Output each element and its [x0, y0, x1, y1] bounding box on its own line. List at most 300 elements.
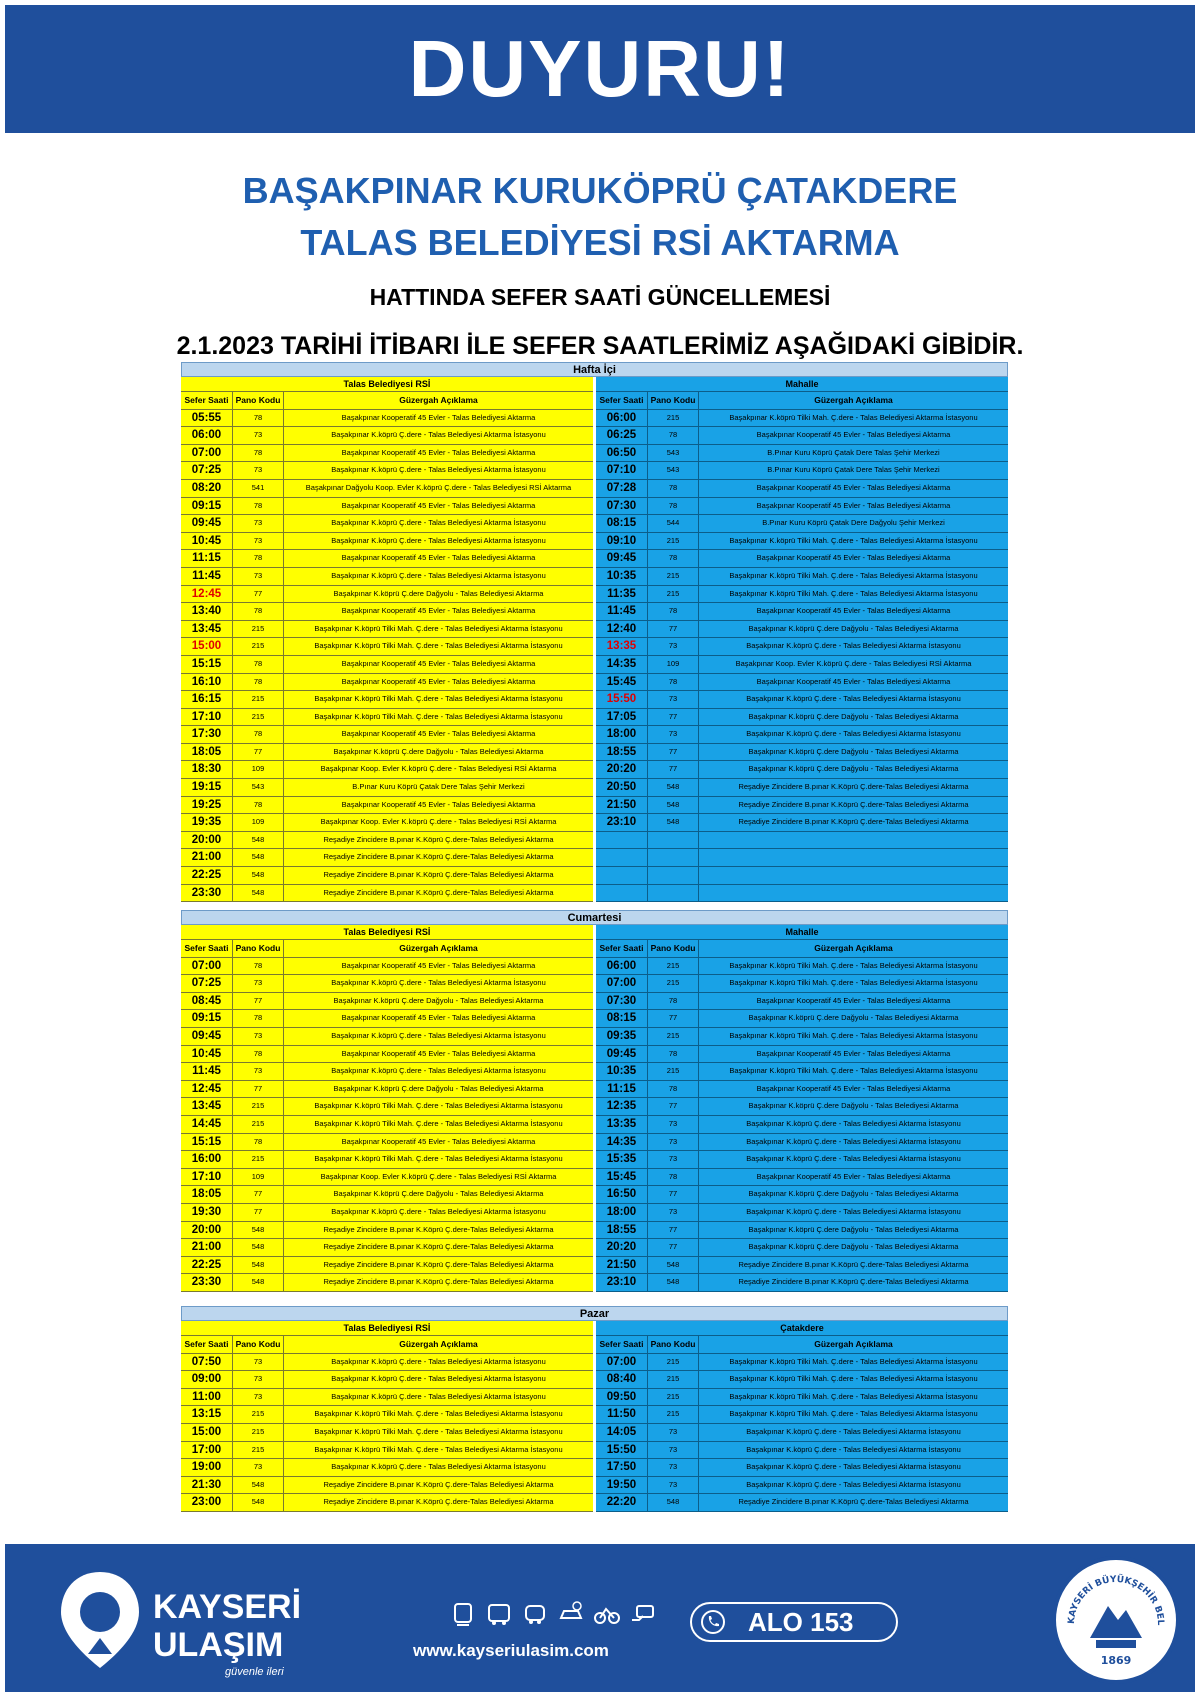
departure-time: 07:00: [181, 445, 233, 462]
table-row: [181, 761, 593, 779]
route-code: 73: [233, 533, 284, 550]
route-description: Başakpınar K.köprü Ç.dere - Talas Belediyesi Aktarma İstasyonu: [746, 1206, 961, 1216]
table-row: [596, 550, 1008, 568]
table-row: [596, 814, 1008, 832]
route-code: 78: [233, 958, 284, 975]
departure-time: 18:00: [596, 726, 648, 743]
table-row: [181, 586, 593, 604]
route-description: Başakpınar K.köprü Ç.dere - Talas Belediyesi Aktarma İstasyonu: [331, 518, 546, 528]
departure-time: 12:45: [181, 1081, 233, 1098]
departure-time: 17:50: [596, 1459, 648, 1476]
route-description: Başakpınar K.köprü Ç.dere - Talas Belediyesi Aktarma İstasyonu: [331, 535, 546, 545]
route-code: 548: [648, 1494, 699, 1511]
schedule-section: [181, 1306, 1008, 1512]
departure-time: 11:50: [596, 1406, 648, 1423]
table-row: [181, 1459, 593, 1477]
right-origin-title: Çatakdere: [596, 1321, 1008, 1336]
route-code: 215: [648, 1406, 699, 1423]
route-code: 548: [233, 1494, 284, 1511]
route-description: [699, 885, 1008, 902]
route-code: 548: [648, 797, 699, 814]
route-code: 78: [648, 550, 699, 567]
table-row: [596, 1028, 1008, 1046]
departure-time: 09:45: [596, 550, 648, 567]
route-description: Başakpınar K.köprü Tilki Mah. Ç.dere - Talas Belediyesi Aktarma İstasyonu: [729, 535, 978, 545]
route-description: Başakpınar Koop. Evler K.köprü Ç.dere - Talas Belediyesi RSİ Aktarma: [735, 658, 972, 668]
table-row: [596, 691, 1008, 709]
route-code: 73: [648, 1442, 699, 1459]
departure-time: 12:45: [181, 586, 233, 603]
route-column-header: Güzergah Açıklama: [814, 943, 893, 953]
departure-time: 19:00: [181, 1459, 233, 1476]
departure-time: 06:00: [596, 410, 648, 427]
departure-time: 23:30: [181, 1274, 233, 1291]
route-description: Başakpınar K.köprü Tilki Mah. Ç.dere - Talas Belediyesi Aktarma İstasyonu: [314, 1101, 563, 1111]
route-code: 548: [233, 832, 284, 849]
website-url[interactable]: www.kayseriulasim.com: [413, 1641, 609, 1660]
table-row: [181, 1222, 593, 1240]
kayseri-ulasim-logo-icon: [55, 1568, 145, 1672]
route-code: 215: [648, 1063, 699, 1080]
route-description: Başakpınar K.köprü Ç.dere - Talas Belediyesi Aktarma İstasyonu: [331, 570, 546, 580]
departure-time: 07:25: [181, 462, 233, 479]
route-code: 215: [648, 1371, 699, 1388]
route-code: 215: [648, 1028, 699, 1045]
route-description: Başakpınar K.köprü Ç.dere Dağyolu - Talas Belediyesi Aktarma: [748, 1242, 959, 1252]
table-row: [596, 1063, 1008, 1081]
route-description: B.Pınar Kuru Köprü Çatak Dere Talas Şehir Merkezi: [767, 465, 940, 475]
departure-time: 16:00: [181, 1151, 233, 1168]
route-code: 78: [648, 1081, 699, 1098]
hotline-button[interactable]: [690, 1602, 898, 1642]
code-column-header: Pano Kodu: [648, 1336, 699, 1353]
route-code: 73: [648, 1151, 699, 1168]
route-code: 77: [648, 1098, 699, 1115]
table-row: [181, 958, 593, 976]
departure-time: 15:35: [596, 1151, 648, 1168]
route-code: 548: [233, 1222, 284, 1239]
departure-time: 09:45: [181, 1028, 233, 1045]
departure-time: 19:15: [181, 779, 233, 796]
departure-time: 17:30: [181, 726, 233, 743]
route-description: Başakpınar Koop. Evler K.köprü Ç.dere - Talas Belediyesi RSİ Aktarma: [320, 817, 557, 827]
table-row: [596, 462, 1008, 480]
route-description: Başakpınar K.köprü Ç.dere - Talas Belediyesi Aktarma İstasyonu: [331, 978, 546, 988]
route-description: Başakpınar K.köprü Tilki Mah. Ç.dere - Talas Belediyesi Aktarma İstasyonu: [314, 623, 563, 633]
table-row: [181, 975, 593, 993]
route-description: Başakpınar Kooperatif 45 Evler - Talas Belediyesi Aktarma: [756, 500, 951, 510]
table-row: [181, 568, 593, 586]
table-row: [181, 797, 593, 815]
departure-time: 18:55: [596, 744, 648, 761]
departure-time: 18:05: [181, 744, 233, 761]
route-code: [648, 867, 699, 884]
table-row: [181, 638, 593, 656]
departure-time: 11:15: [181, 550, 233, 567]
route-code: 78: [648, 480, 699, 497]
minibus-icon: [521, 1600, 549, 1628]
departure-time: 21:50: [596, 1257, 648, 1274]
table-row: [181, 1494, 593, 1512]
route-description: Başakpınar Kooperatif 45 Evler - Talas Belediyesi Aktarma: [341, 606, 536, 616]
departure-time: 12:40: [596, 621, 648, 638]
route-description: Başakpınar K.köprü Tilki Mah. Ç.dere - Talas Belediyesi Aktarma İstasyonu: [729, 1030, 978, 1040]
route-code: 109: [233, 1169, 284, 1186]
departure-time: 15:45: [596, 674, 648, 691]
table-row: [596, 867, 1008, 885]
departure-time: 10:45: [181, 1046, 233, 1063]
route-description: Reşadiye Zincidere B.pınar K.Köprü Ç.dere-Talas Belediyesi Aktarma: [323, 1497, 554, 1507]
table-row: [596, 1257, 1008, 1275]
route-code: 78: [233, 603, 284, 620]
departure-time: 06:00: [181, 427, 233, 444]
table-row: [596, 1116, 1008, 1134]
table-row: [596, 1424, 1008, 1442]
table-row: [181, 1063, 593, 1081]
route-code: 77: [233, 1081, 284, 1098]
route-description: Başakpınar K.köprü Tilki Mah. Ç.dere - Talas Belediyesi Aktarma İstasyonu: [729, 1356, 978, 1366]
table-row: [181, 1204, 593, 1222]
departure-time: 08:15: [596, 1010, 648, 1027]
departure-time: 11:45: [596, 603, 648, 620]
route-code: [648, 885, 699, 902]
table-row: [596, 1098, 1008, 1116]
departure-time: 15:00: [181, 1424, 233, 1441]
table-row: [181, 621, 593, 639]
departure-time: 09:10: [596, 533, 648, 550]
departure-time: 07:30: [596, 993, 648, 1010]
column-header-row: [596, 1336, 1008, 1354]
route-code: 73: [233, 1063, 284, 1080]
route-description: Başakpınar K.köprü Ç.dere Dağyolu - Talas Belediyesi Aktarma: [748, 764, 959, 774]
table-row: [596, 410, 1008, 428]
route-code: 548: [648, 814, 699, 831]
table-row: [596, 1186, 1008, 1204]
table-row: [596, 1354, 1008, 1372]
route-code: 78: [233, 498, 284, 515]
departure-time: 07:10: [596, 462, 648, 479]
route-code: 77: [233, 744, 284, 761]
table-row: [596, 832, 1008, 850]
route-description: Başakpınar K.köprü Ç.dere Dağyolu - Talas Belediyesi Aktarma: [333, 746, 544, 756]
route-code: 78: [233, 726, 284, 743]
route-code: 73: [233, 1389, 284, 1406]
departure-time: 20:00: [181, 1222, 233, 1239]
route-description: Başakpınar Kooperatif 45 Evler - Talas Belediyesi Aktarma: [341, 729, 536, 739]
route-description: Reşadiye Zincidere B.pınar K.Köprü Ç.dere-Talas Belediyesi Aktarma: [738, 817, 969, 827]
table-row: [596, 797, 1008, 815]
brand-line-2: ULAŞIM: [153, 1626, 284, 1664]
route-description: Başakpınar Kooperatif 45 Evler - Talas Belediyesi Aktarma: [341, 960, 536, 970]
column-header-row: [596, 940, 1008, 958]
departure-time: 13:45: [181, 621, 233, 638]
route-description: Başakpınar K.köprü Tilki Mah. Ç.dere - Talas Belediyesi Aktarma İstasyonu: [314, 1118, 563, 1128]
route-code: 215: [648, 410, 699, 427]
route-column-header: Güzergah Açıklama: [399, 943, 478, 953]
table-row: [596, 1389, 1008, 1407]
route-column-header: Güzergah Açıklama: [399, 1339, 478, 1349]
departure-time: 22:25: [181, 867, 233, 884]
departure-time: 13:40: [181, 603, 233, 620]
route-description: Başakpınar K.köprü Tilki Mah. Ç.dere - Talas Belediyesi Aktarma İstasyonu: [314, 711, 563, 721]
route-description: Reşadiye Zincidere B.pınar K.Köprü Ç.dere-Talas Belediyesi Aktarma: [738, 799, 969, 809]
code-column-header: Pano Kodu: [233, 940, 284, 957]
table-row: [181, 691, 593, 709]
table-row: [596, 621, 1008, 639]
route-code: 73: [233, 1354, 284, 1371]
route-code: 73: [233, 568, 284, 585]
departure-time: 18:30: [181, 761, 233, 778]
route-code: 77: [648, 744, 699, 761]
departure-time: 23:30: [181, 885, 233, 902]
route-column-header: Güzergah Açıklama: [814, 1339, 893, 1349]
route-description: Başakpınar K.köprü Ç.dere Dağyolu - Talas Belediyesi Aktarma: [333, 1189, 544, 1199]
departure-time: 16:10: [181, 674, 233, 691]
route-code: 73: [648, 691, 699, 708]
departure-time: 06:25: [596, 427, 648, 444]
table-row: [181, 533, 593, 551]
table-row: [596, 1477, 1008, 1495]
departure-time: 19:35: [181, 814, 233, 831]
left-timetable: [181, 925, 593, 1292]
route-description: Başakpınar K.köprü Ç.dere - Talas Belediyesi Aktarma İstasyonu: [331, 1391, 546, 1401]
route-description: Başakpınar K.köprü Ç.dere - Talas Belediyesi Aktarma İstasyonu: [331, 1374, 546, 1384]
route-description: Reşadiye Zincidere B.pınar K.Köprü Ç.dere-Talas Belediyesi Aktarma: [738, 1497, 969, 1507]
table-row: [596, 1371, 1008, 1389]
route-code: 215: [648, 1354, 699, 1371]
departure-time: 11:00: [181, 1389, 233, 1406]
route-code: 73: [233, 427, 284, 444]
banner-title: DUYURU!: [408, 24, 792, 113]
time-column-header: Sefer Saati: [181, 1336, 233, 1353]
route-description: Başakpınar Kooperatif 45 Evler - Talas Belediyesi Aktarma: [756, 606, 951, 616]
departure-time: 07:00: [181, 958, 233, 975]
route-code: 78: [233, 410, 284, 427]
route-code: 77: [648, 1222, 699, 1239]
table-row: [596, 993, 1008, 1011]
departure-time: 11:45: [181, 568, 233, 585]
right-timetable: [596, 925, 1008, 1292]
route-description: Başakpınar Kooperatif 45 Evler - Talas Belediyesi Aktarma: [756, 430, 951, 440]
route-code: 78: [648, 427, 699, 444]
code-column-header: Pano Kodu: [233, 392, 284, 409]
route-description: Başakpınar K.köprü Tilki Mah. Ç.dere - Talas Belediyesi Aktarma İstasyonu: [729, 960, 978, 970]
seal-text: KAYSERİ BÜYÜKŞEHİR BEL: [1066, 1574, 1166, 1626]
table-row: [596, 533, 1008, 551]
route-code: 73: [648, 1204, 699, 1221]
route-description: Başakpınar K.köprü Tilki Mah. Ç.dere - Talas Belediyesi Aktarma İstasyonu: [314, 694, 563, 704]
table-row: [181, 1442, 593, 1460]
table-row: [181, 867, 593, 885]
table-row: [596, 958, 1008, 976]
route-description: Başakpınar K.köprü Tilki Mah. Ç.dere - Talas Belediyesi Aktarma İstasyonu: [729, 978, 978, 988]
route-description: Başakpınar K.köprü Ç.dere Dağyolu - Talas Belediyesi Aktarma: [748, 746, 959, 756]
route-code: 73: [233, 1371, 284, 1388]
route-code: 543: [648, 462, 699, 479]
route-code: 215: [233, 691, 284, 708]
table-row: [596, 975, 1008, 993]
table-row: [596, 885, 1008, 903]
route-description: B.Pınar Kuru Köprü Çatak Dere Talas Şehir Merkezi: [352, 782, 525, 792]
route-code: 215: [648, 568, 699, 585]
route-description: Reşadiye Zincidere B.pınar K.Köprü Ç.dere-Talas Belediyesi Aktarma: [738, 1259, 969, 1269]
route-code: 73: [648, 1459, 699, 1476]
municipality-seal: [1052, 1556, 1180, 1684]
table-row: [596, 1222, 1008, 1240]
table-row: [181, 480, 593, 498]
departure-time: 07:50: [181, 1354, 233, 1371]
departure-time: 15:00: [181, 638, 233, 655]
table-row: [181, 1371, 593, 1389]
table-row: [181, 1389, 593, 1407]
route-description: Başakpınar K.köprü Tilki Mah. Ç.dere - Talas Belediyesi Aktarma İstasyonu: [729, 1391, 978, 1401]
departure-time: 21:30: [181, 1477, 233, 1494]
route-description: Başakpınar K.köprü Ç.dere - Talas Belediyesi Aktarma İstasyonu: [746, 1426, 961, 1436]
table-row: [181, 1151, 593, 1169]
table-row: [181, 1477, 593, 1495]
route-description: Başakpınar K.köprü Ç.dere - Talas Belediyesi Aktarma İstasyonu: [331, 1462, 546, 1472]
left-origin-title: Talas Belediyesi RSİ: [181, 377, 593, 392]
table-row: [181, 1028, 593, 1046]
route-description: Başakpınar K.köprü Tilki Mah. Ç.dere - Talas Belediyesi Aktarma İstasyonu: [729, 1409, 978, 1419]
schedule-section: [181, 362, 1008, 902]
footer-bar: [5, 1544, 1195, 1692]
table-row: [181, 427, 593, 445]
table-row: [181, 885, 593, 903]
table-row: [596, 1442, 1008, 1460]
route-column-header: Güzergah Açıklama: [399, 395, 478, 405]
departure-time: 10:35: [596, 1063, 648, 1080]
route-code: 78: [233, 1010, 284, 1027]
route-description: Başakpınar K.köprü Tilki Mah. Ç.dere - Talas Belediyesi Aktarma İstasyonu: [729, 570, 978, 580]
departure-time: 19:30: [181, 1204, 233, 1221]
departure-time: 11:35: [596, 586, 648, 603]
route-description: Başakpınar K.köprü Ç.dere Dağyolu - Talas Belediyesi Aktarma: [748, 1013, 959, 1023]
route-code: 78: [648, 603, 699, 620]
table-row: [181, 410, 593, 428]
route-description: Başakpınar K.köprü Tilki Mah. Ç.dere - Talas Belediyesi Aktarma İstasyonu: [729, 412, 978, 422]
route-code: 73: [648, 638, 699, 655]
route-description: Başakpınar K.köprü Ç.dere Dağyolu - Talas Belediyesi Aktarma: [333, 1083, 544, 1093]
table-row: [181, 1081, 593, 1099]
departure-time: 15:50: [596, 691, 648, 708]
route-description: Başakpınar Koop. Evler K.köprü Ç.dere - Talas Belediyesi RSİ Aktarma: [320, 764, 557, 774]
table-row: [181, 1169, 593, 1187]
route-description: Başakpınar K.köprü Tilki Mah. Ç.dere - Talas Belediyesi Aktarma İstasyonu: [314, 1444, 563, 1454]
route-code: 73: [648, 1116, 699, 1133]
route-code: 78: [233, 797, 284, 814]
route-description: Başakpınar K.köprü Ç.dere - Talas Belediyesi Aktarma İstasyonu: [746, 1118, 961, 1128]
departure-time: 21:00: [181, 1239, 233, 1256]
table-row: [596, 744, 1008, 762]
seal-year: 1869: [1100, 1654, 1132, 1667]
route-description: B.Pınar Kuru Köprü Çatak Dere Dağyolu Şehir Merkezi: [762, 518, 945, 528]
route-code: 73: [233, 975, 284, 992]
route-description: Başakpınar K.köprü Ç.dere Dağyolu - Talas Belediyesi Aktarma: [333, 995, 544, 1005]
route-code: 215: [648, 1389, 699, 1406]
route-code: 543: [648, 445, 699, 462]
route-code: 78: [233, 1046, 284, 1063]
right-timetable: [596, 377, 1008, 902]
departure-time: 18:05: [181, 1186, 233, 1203]
route-description: Başakpınar K.köprü Tilki Mah. Ç.dere - Talas Belediyesi Aktarma İstasyonu: [314, 1154, 563, 1164]
route-description: Başakpınar K.köprü Ç.dere - Talas Belediyesi Aktarma İstasyonu: [746, 694, 961, 704]
table-row: [181, 462, 593, 480]
route-code: 215: [233, 1151, 284, 1168]
parking-car-icon: [557, 1600, 585, 1628]
route-description: Reşadiye Zincidere B.pınar K.Köprü Ç.dere-Talas Belediyesi Aktarma: [323, 852, 554, 862]
route-description: Başakpınar K.köprü Ç.dere Dağyolu - Talas Belediyesi Aktarma: [748, 1101, 959, 1111]
route-description: Başakpınar Kooperatif 45 Evler - Talas Belediyesi Aktarma: [756, 482, 951, 492]
departure-time: 08:15: [596, 515, 648, 532]
route-code: 78: [648, 498, 699, 515]
route-code: 78: [233, 656, 284, 673]
departure-time: 07:00: [596, 975, 648, 992]
route-description: Başakpınar K.köprü Ç.dere Dağyolu - Talas Belediyesi Aktarma: [748, 711, 959, 721]
table-row: [596, 638, 1008, 656]
departure-time: 08:40: [596, 1371, 648, 1388]
departure-time: 15:45: [596, 1169, 648, 1186]
departure-time: 20:00: [181, 832, 233, 849]
left-timetable: [181, 1321, 593, 1512]
departure-time: 09:00: [181, 1371, 233, 1388]
section-title: Hafta İçi: [181, 362, 1008, 377]
route-description: Başakpınar K.köprü Ç.dere - Talas Belediyesi Aktarma İstasyonu: [746, 1154, 961, 1164]
departure-time: 08:20: [181, 480, 233, 497]
table-row: [181, 1134, 593, 1152]
time-column-header: Sefer Saati: [181, 940, 233, 957]
departure-time: 09:35: [596, 1028, 648, 1045]
table-row: [596, 709, 1008, 727]
departure-time: 17:10: [181, 709, 233, 726]
route-code: 73: [233, 1459, 284, 1476]
departure-time: 12:35: [596, 1098, 648, 1115]
departure-time: 07:28: [596, 480, 648, 497]
route-code: 77: [648, 1186, 699, 1203]
departure-time: 06:50: [596, 445, 648, 462]
departure-time: 21:00: [181, 849, 233, 866]
departure-time: [596, 885, 648, 902]
route-description: Başakpınar Kooperatif 45 Evler - Talas Belediyesi Aktarma: [756, 1171, 951, 1181]
route-description: [699, 849, 1008, 866]
route-code: 73: [648, 726, 699, 743]
route-code: 215: [648, 975, 699, 992]
departure-time: 13:45: [181, 1098, 233, 1115]
table-row: [181, 849, 593, 867]
departure-time: 06:00: [596, 958, 648, 975]
section-title: Cumartesi: [181, 910, 1008, 925]
table-row: [596, 498, 1008, 516]
departure-time: [596, 849, 648, 866]
departure-time: 17:05: [596, 709, 648, 726]
phone-icon: [700, 1609, 726, 1635]
route-description: Başakpınar Kooperatif 45 Evler - Talas Belediyesi Aktarma: [756, 553, 951, 563]
route-description: Başakpınar K.köprü Ç.dere Dağyolu - Talas Belediyesi Aktarma: [333, 588, 544, 598]
column-header-row: [181, 1336, 593, 1354]
route-code: 109: [233, 814, 284, 831]
table-row: [596, 1134, 1008, 1152]
departure-time: 17:00: [181, 1442, 233, 1459]
table-row: [596, 445, 1008, 463]
table-row: [181, 1406, 593, 1424]
table-row: [181, 515, 593, 533]
route-description: Reşadiye Zincidere B.pınar K.Köprü Ç.dere-Talas Belediyesi Aktarma: [738, 782, 969, 792]
route-code: 78: [648, 674, 699, 691]
route-description: Başakpınar Kooperatif 45 Evler - Talas Belediyesi Aktarma: [341, 676, 536, 686]
table-row: [596, 480, 1008, 498]
departure-time: 18:55: [596, 1222, 648, 1239]
departure-time: 16:15: [181, 691, 233, 708]
